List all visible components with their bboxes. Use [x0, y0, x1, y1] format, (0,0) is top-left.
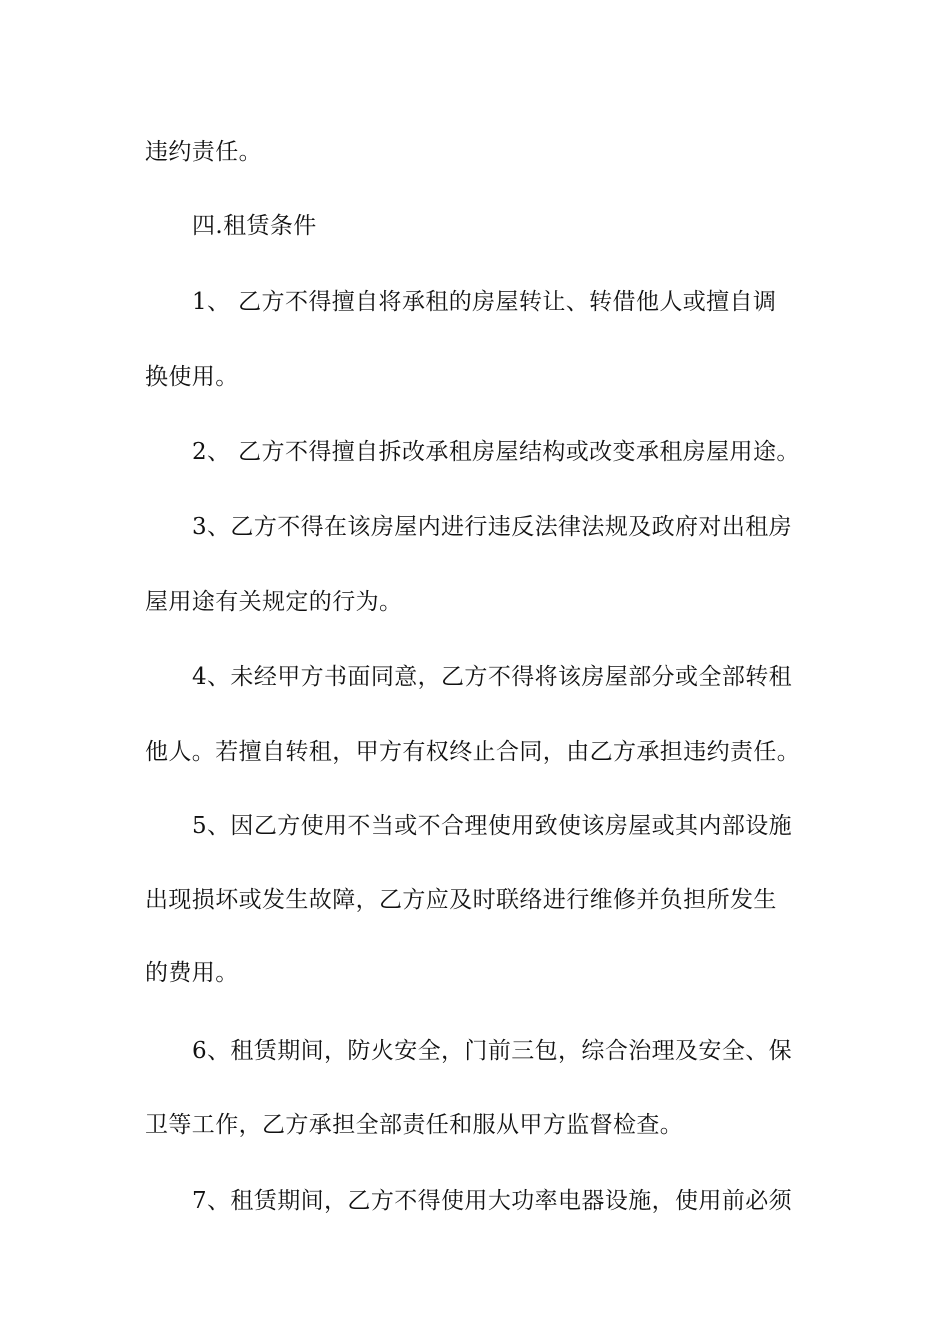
section-heading: 四.租赁条件	[192, 213, 317, 239]
text-line: 2、 乙方不得擅自拆改承租房屋结构或改变承租房屋用途。	[192, 439, 800, 465]
text-line: 4、未经甲方书面同意，乙方不得将该房屋部分或全部转租	[192, 664, 793, 690]
text-line: 6、租赁期间，防火安全，门前三包，综合治理及安全、保	[192, 1038, 793, 1064]
text-line: 违约责任。	[145, 139, 262, 165]
text-line: 他人。若擅自转租，甲方有权终止合同，由乙方承担违约责任。	[145, 739, 801, 765]
text-line: 3、乙方不得在该房屋内进行违反法律法规及政府对出租房	[192, 514, 793, 540]
text-line: 换使用。	[145, 364, 239, 390]
text-line: 5、因乙方使用不当或不合理使用致使该房屋或其内部设施	[192, 813, 793, 839]
text-line: 7、租赁期间，乙方不得使用大功率电器设施，使用前必须	[192, 1188, 793, 1214]
text-line: 出现损坏或发生故障，乙方应及时联络进行维修并负担所发生	[145, 887, 777, 913]
text-line: 1、 乙方不得擅自将承租的房屋转让、转借他人或擅自调	[192, 289, 777, 315]
text-line: 屋用途有关规定的行为。	[145, 589, 403, 615]
text-line: 卫等工作，乙方承担全部责任和服从甲方监督检查。	[145, 1112, 684, 1138]
text-line: 的费用。	[145, 960, 239, 986]
